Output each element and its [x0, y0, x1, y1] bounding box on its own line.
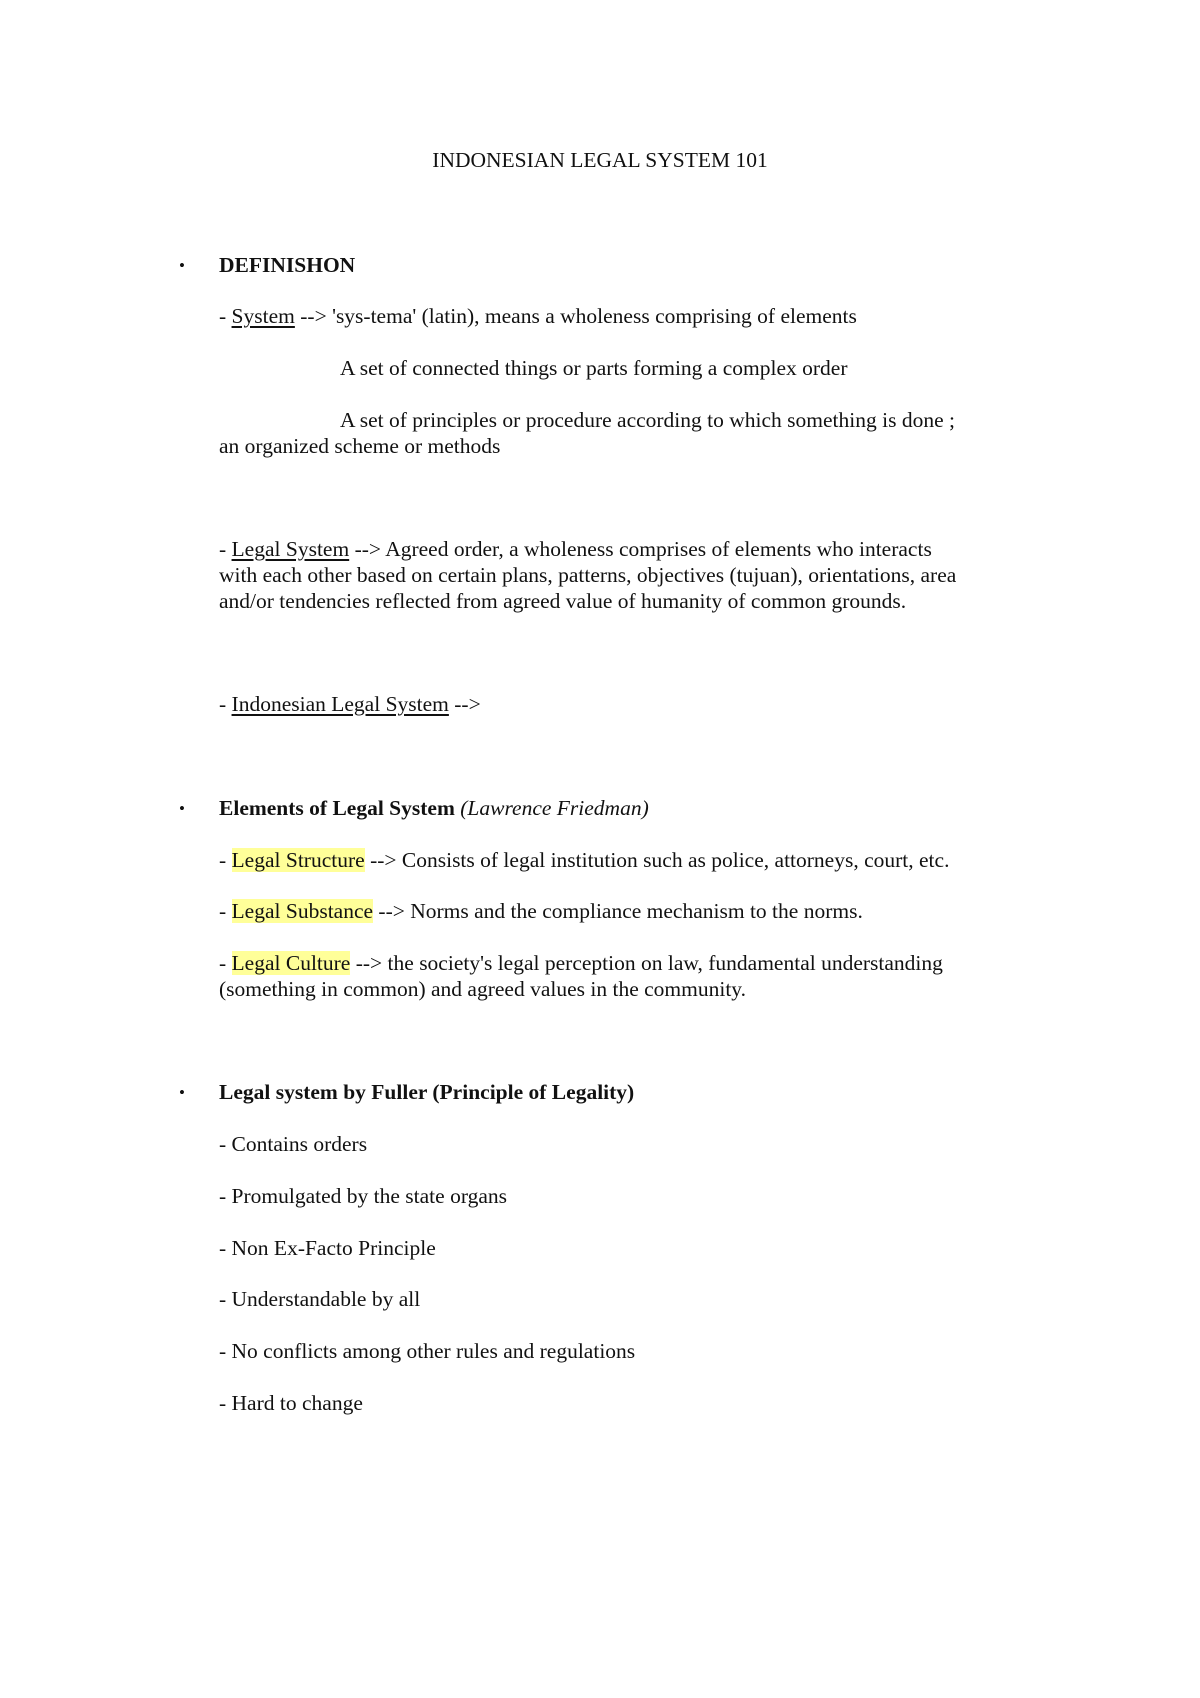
definition-system-meaning-2-line1: A set of principles or procedure according to which something is done ; — [340, 408, 955, 432]
bullet-icon: • — [179, 799, 185, 818]
element-legal-culture-line1: - Legal Culture --> the society's legal perception on law, fundamental understanding — [219, 951, 943, 975]
term-indonesian-legal-system: Indonesian Legal System — [231, 692, 449, 716]
document-title: INDONESIAN LEGAL SYSTEM 101 — [432, 148, 768, 172]
list-item: - Understandable by all — [219, 1287, 421, 1311]
list-item: - Non Ex-Facto Principle — [219, 1236, 436, 1260]
list-item: - Promulgated by the state organs — [219, 1184, 508, 1208]
bullet-icon: • — [179, 256, 185, 275]
section-heading-definishon: DEFINISHON — [219, 253, 356, 277]
definition-legal-system-line3: and/or tendencies reflected from agreed value of humanity of common grounds. — [219, 589, 907, 613]
element-legal-culture-line2: (something in common) and agreed values in the community. — [219, 977, 747, 1001]
term-system: System — [231, 304, 295, 328]
definition-legal-system-line1: - Legal System --> Agreed order, a wholeness comprises of elements who interacts — [219, 537, 932, 561]
list-item: - Contains orders — [219, 1132, 368, 1156]
definition-system-meaning-2-line2: an organized scheme or methods — [219, 434, 501, 458]
list-item: - No conflicts among other rules and regulations — [219, 1339, 636, 1363]
list-item: - Hard to change — [219, 1391, 363, 1415]
heading-attribution: (Lawrence Friedman) — [460, 796, 649, 820]
definition-legal-system-line2: with each other based on certain plans, patterns, objectives (tujuan), orientations, area — [219, 563, 957, 587]
highlighted-term-legal-structure: Legal Structure — [231, 848, 365, 872]
element-legal-structure: - Legal Structure --> Consists of legal institution such as police, attorneys, court, etc. — [219, 848, 950, 872]
definition-indonesian-legal-system: - Indonesian Legal System --> — [219, 692, 481, 716]
definition-system-meaning-1: A set of connected things or parts forming a complex order — [340, 356, 848, 380]
element-legal-substance: - Legal Substance --> Norms and the compliance mechanism to the norms. — [219, 899, 863, 923]
section-heading-fuller: Legal system by Fuller (Principle of Legality) — [219, 1080, 635, 1104]
definition-system: - System --> 'sys-tema' (latin), means a wholeness comprising of elements — [219, 304, 857, 328]
section-heading-elements: Elements of Legal System (Lawrence Friedman) — [219, 796, 649, 820]
highlighted-term-legal-culture: Legal Culture — [231, 951, 351, 975]
highlighted-term-legal-substance: Legal Substance — [231, 899, 374, 923]
term-legal-system: Legal System — [231, 537, 350, 561]
bullet-icon: • — [179, 1083, 185, 1102]
